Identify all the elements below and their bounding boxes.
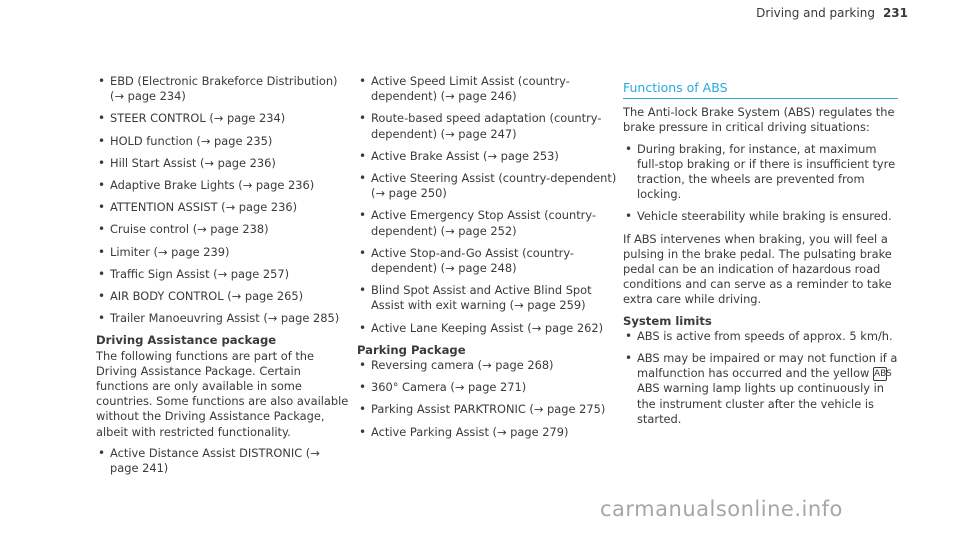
list-item: • Active Stop-and-Go Assist (country-dependent) (→ page 248) — [359, 245, 574, 276]
list-item: • During braking, for instance, at maximum full-stop braking or if there is insufficient tyre traction, the wheels are prevented from locking. — [625, 141, 896, 202]
feature-list-top — [96, 74, 351, 326]
section-title-abs: Functions of ABS — [623, 80, 898, 99]
column-right — [623, 80, 898, 434]
paragraph: If ABS intervenes when braking, you will feel a pulsing in the brake pedal. The pulsating brake pedal can be an indication of hazardous road conditions and can serve as a reminder to take extra care while driving. — [623, 231, 892, 307]
list-item: • STEER CONTROL (→ page 234) — [98, 111, 286, 126]
list-item: • Vehicle steerability while braking is ensured. — [625, 209, 892, 224]
list-item: • ABS is active from speeds of approx. 5 km/h. — [625, 328, 893, 343]
column-left — [96, 74, 351, 483]
list-item: • Active Brake Assist (→ page 253) — [359, 148, 559, 163]
subheading-system-limits: System limits — [623, 313, 712, 328]
abs-list — [623, 142, 898, 225]
limits-list — [623, 329, 898, 427]
list-item: • Traffic Sign Assist (→ page 257) — [98, 266, 290, 281]
feature-list-bottom — [357, 358, 619, 440]
list-item: • ATTENTION ASSIST (→ page 236) — [98, 200, 298, 215]
list-item: • Parking Assist PARKTRONIC (→ page 275) — [359, 402, 606, 417]
list-item: • Active Distance Assist DISTRONIC (→ page 241) — [98, 445, 320, 476]
list-item: • Route-based speed adaptation (country-dependent) (→ page 247) — [359, 111, 602, 141]
intro-paragraph: The Anti-lock Brake System (ABS) regulates the brake pressure in critical driving situations: — [623, 105, 895, 135]
list-item: • ABS may be impaired or may not function if a malfunction has occurred and the yellow ABS ABS warning lamp lights up continuously in the instrument cluster after the vehicle is started. — [625, 351, 898, 426]
paragraph: The following functions are part of the Driving Assistance Package. Certain functions are only available in some countries. Some functions are also available without the Driving Assistance Package, albeit with restricted functionality. — [96, 348, 349, 439]
list-item: • Active Speed Limit Assist (country-dependent) (→ page 246) — [359, 74, 570, 104]
feature-list-top — [357, 74, 619, 336]
subheading-driving-assistance: Driving Assistance package — [96, 333, 277, 348]
list-item: • AIR BODY CONTROL (→ page 265) — [98, 289, 304, 304]
list-item: • Reversing camera (→ page 268) — [359, 358, 554, 373]
list-item: • Hill Start Assist (→ page 236) — [98, 155, 276, 170]
abs-warning-icon: ABS — [874, 368, 892, 379]
watermark: carmanualsonline.info — [600, 497, 843, 521]
column-middle — [357, 74, 619, 447]
list-item: • HOLD function (→ page 235) — [98, 133, 273, 148]
list-item: • Trailer Manoeuvring Assist (→ page 285) — [98, 311, 340, 326]
list-item: • Active Steering Assist (country-dependent) (→ page 250) — [359, 171, 617, 201]
page-number: 231 — [882, 6, 908, 20]
feature-list-bottom — [96, 446, 351, 476]
list-item: • Blind Spot Assist and Active Blind Spot Assist with exit warning (→ page 259) — [359, 283, 592, 313]
list-item: • EBD (Electronic Brakeforce Distribution) (→ page 234) — [98, 74, 338, 104]
list-item: • Active Parking Assist (→ page 279) — [359, 424, 569, 439]
list-item: • Active Emergency Stop Assist (country-dependent) (→ page 252) — [359, 208, 596, 238]
list-item: • Active Lane Keeping Assist (→ page 262) — [359, 320, 604, 335]
section-name: Driving and parking — [756, 6, 875, 20]
list-item: • Cruise control (→ page 238) — [98, 222, 269, 237]
subheading-parking-package: Parking Package — [357, 342, 466, 357]
list-item: • Limiter (→ page 239) — [98, 244, 230, 259]
list-item: • 360° Camera (→ page 271) — [359, 380, 527, 395]
page-header — [756, 6, 908, 20]
list-item: • Adaptive Brake Lights (→ page 236) — [98, 178, 315, 193]
